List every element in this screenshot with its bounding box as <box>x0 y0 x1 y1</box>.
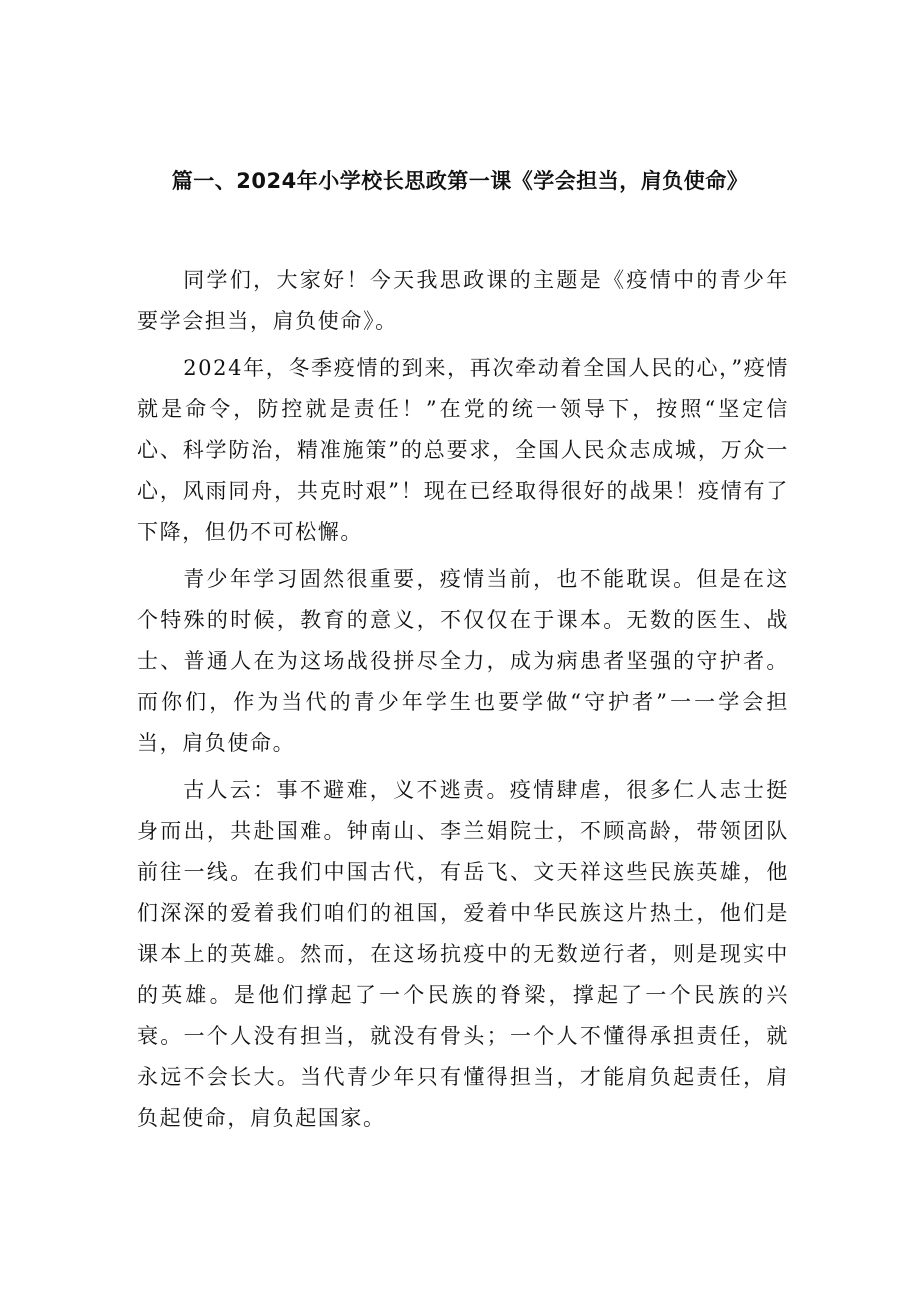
paragraph-greeting: 同学们，大家好！今天我思政课的主题是《疫情中的青少年要学会担当，肩负使命》。 <box>137 268 789 333</box>
paragraph-youth-study: 青少年学习固然很重要，疫情当前，也不能耽误。但是在这个特殊的时候，教育的意义，不仅仅在于课本。无数的医生、战士、普通人在为这场战役拼尽全力，成为病患者坚强的守护者。而你们，作为当代的青少年学生也要学做“守护者”一一学会担当，肩负使命。 <box>137 567 789 755</box>
document-title: 篇一、2024年小学校长思政第一课《学会担当，肩负使命》 <box>171 169 749 193</box>
document-body <box>137 260 789 1145</box>
paragraph-heroes: 古人云：事不避难，义不逃责。疫情肆虐，很多仁人志士挺身而出，共赴国难。钟南山、李兰娟院士，不顾高龄，带领团队前往一线。在我们中国古代，有岳飞、文天祥这些民族英雄，他们深深的爱着我们咱们的祖国，爱着中华民族这片热土，他们是课本上的英雄。然而，在这场抗疫中的无数逆行者，则是现实中的英雄。是他们撑起了一个民族的脊梁，撑起了一个民族的兴衰。一个人没有担当，就没有骨头；一个人不懂得承担责任，就永远不会长大。当代青少年只有懂得担当，才能肩负起责任，肩负起使命，肩负起国家。 <box>137 778 789 1130</box>
paragraph-epidemic-2024: 2024年，冬季疫情的到来，再次牵动着全国人民的心，”疫情就是命令，防控就是责任！”在党的统一领导下，按照“坚定信心、科学防治，精准施策”的总要求，全国人民众志成城，万众一心，风雨同舟，共克时艰”！现在已经取得很好的战果！疫情有了下降，但仍不可松懈。 <box>137 356 789 544</box>
